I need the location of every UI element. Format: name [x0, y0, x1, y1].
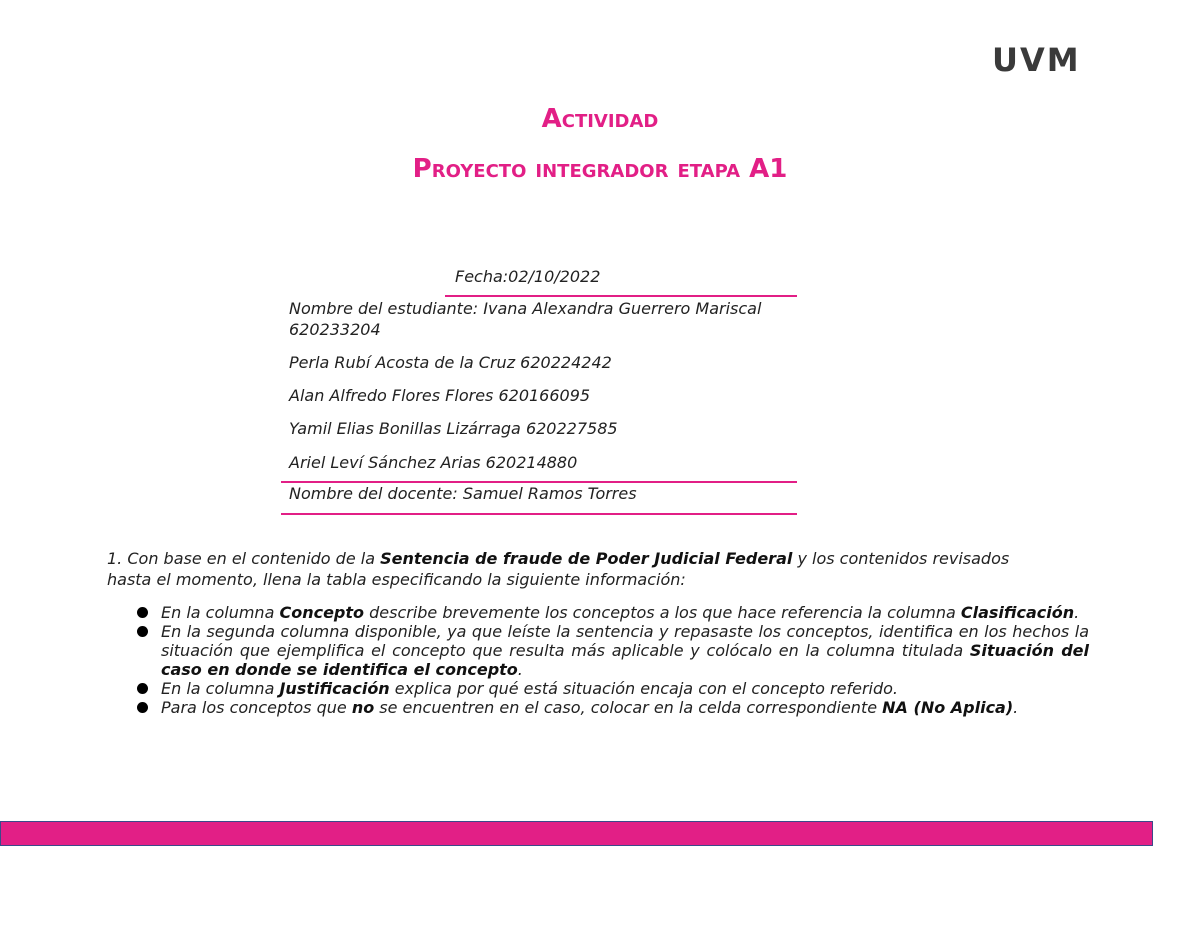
instruction-item: En la columna Concepto describe brevemente los conceptos a los que hace referencia la columna Clasificación. [137, 603, 1089, 622]
fecha-field: Fecha:02/10/2022 [455, 267, 601, 286]
docente-underline [281, 513, 797, 515]
student-id-1: 620233204 [289, 320, 381, 339]
footer-bar [0, 821, 1153, 846]
instruction-item: Para los conceptos que no se encuentren en el caso, colocar en la celda correspondiente NA (No Aplica). [137, 698, 1089, 717]
student-name-5: Ariel Leví Sánchez Arias 620214880 [289, 453, 578, 472]
bullet-icon [137, 702, 148, 713]
student-name-2: Perla Rubí Acosta de la Cruz 620224242 [289, 353, 612, 372]
uvm-logo: UVM [992, 41, 1081, 79]
page-title: Actividad [541, 104, 659, 134]
student-name-4: Yamil Elias Bonillas Lizárraga 620227585 [289, 419, 618, 438]
page-subtitle: Proyecto integrador etapa A1 [412, 154, 788, 184]
instruction-item: En la segunda columna disponible, ya que leíste la sentencia y repasaste los conceptos, identifica en los hechos la situación que ejemplifica el concepto que resulta más aplicable y colócalo en la columna titulada Situación del caso en donde se identifica el concepto. [137, 622, 1089, 679]
fecha-underline [445, 295, 797, 297]
bullet-icon [137, 683, 148, 694]
student-name-1 [289, 298, 809, 340]
docente-field: Nombre del docente: Samuel Ramos Torres [289, 484, 637, 503]
bullet-icon [137, 626, 148, 637]
instructions-intro: 1. Con base en el contenido de la Sentencia de fraude de Poder Judicial Federal y los contenidos revisados hasta el momento, llena la tabla especificando la siguiente información: [107, 549, 1010, 589]
instruction-item: En la columna Justificación explica por qué está situación encaja con el concepto referido. [137, 679, 1089, 698]
bullet-icon [137, 607, 148, 618]
instructions-list [137, 603, 1089, 717]
student-name-3: Alan Alfredo Flores Flores 620166095 [289, 386, 591, 405]
student-line-1: Nombre del estudiante: Ivana Alexandra Guerrero Mariscal [289, 299, 762, 318]
